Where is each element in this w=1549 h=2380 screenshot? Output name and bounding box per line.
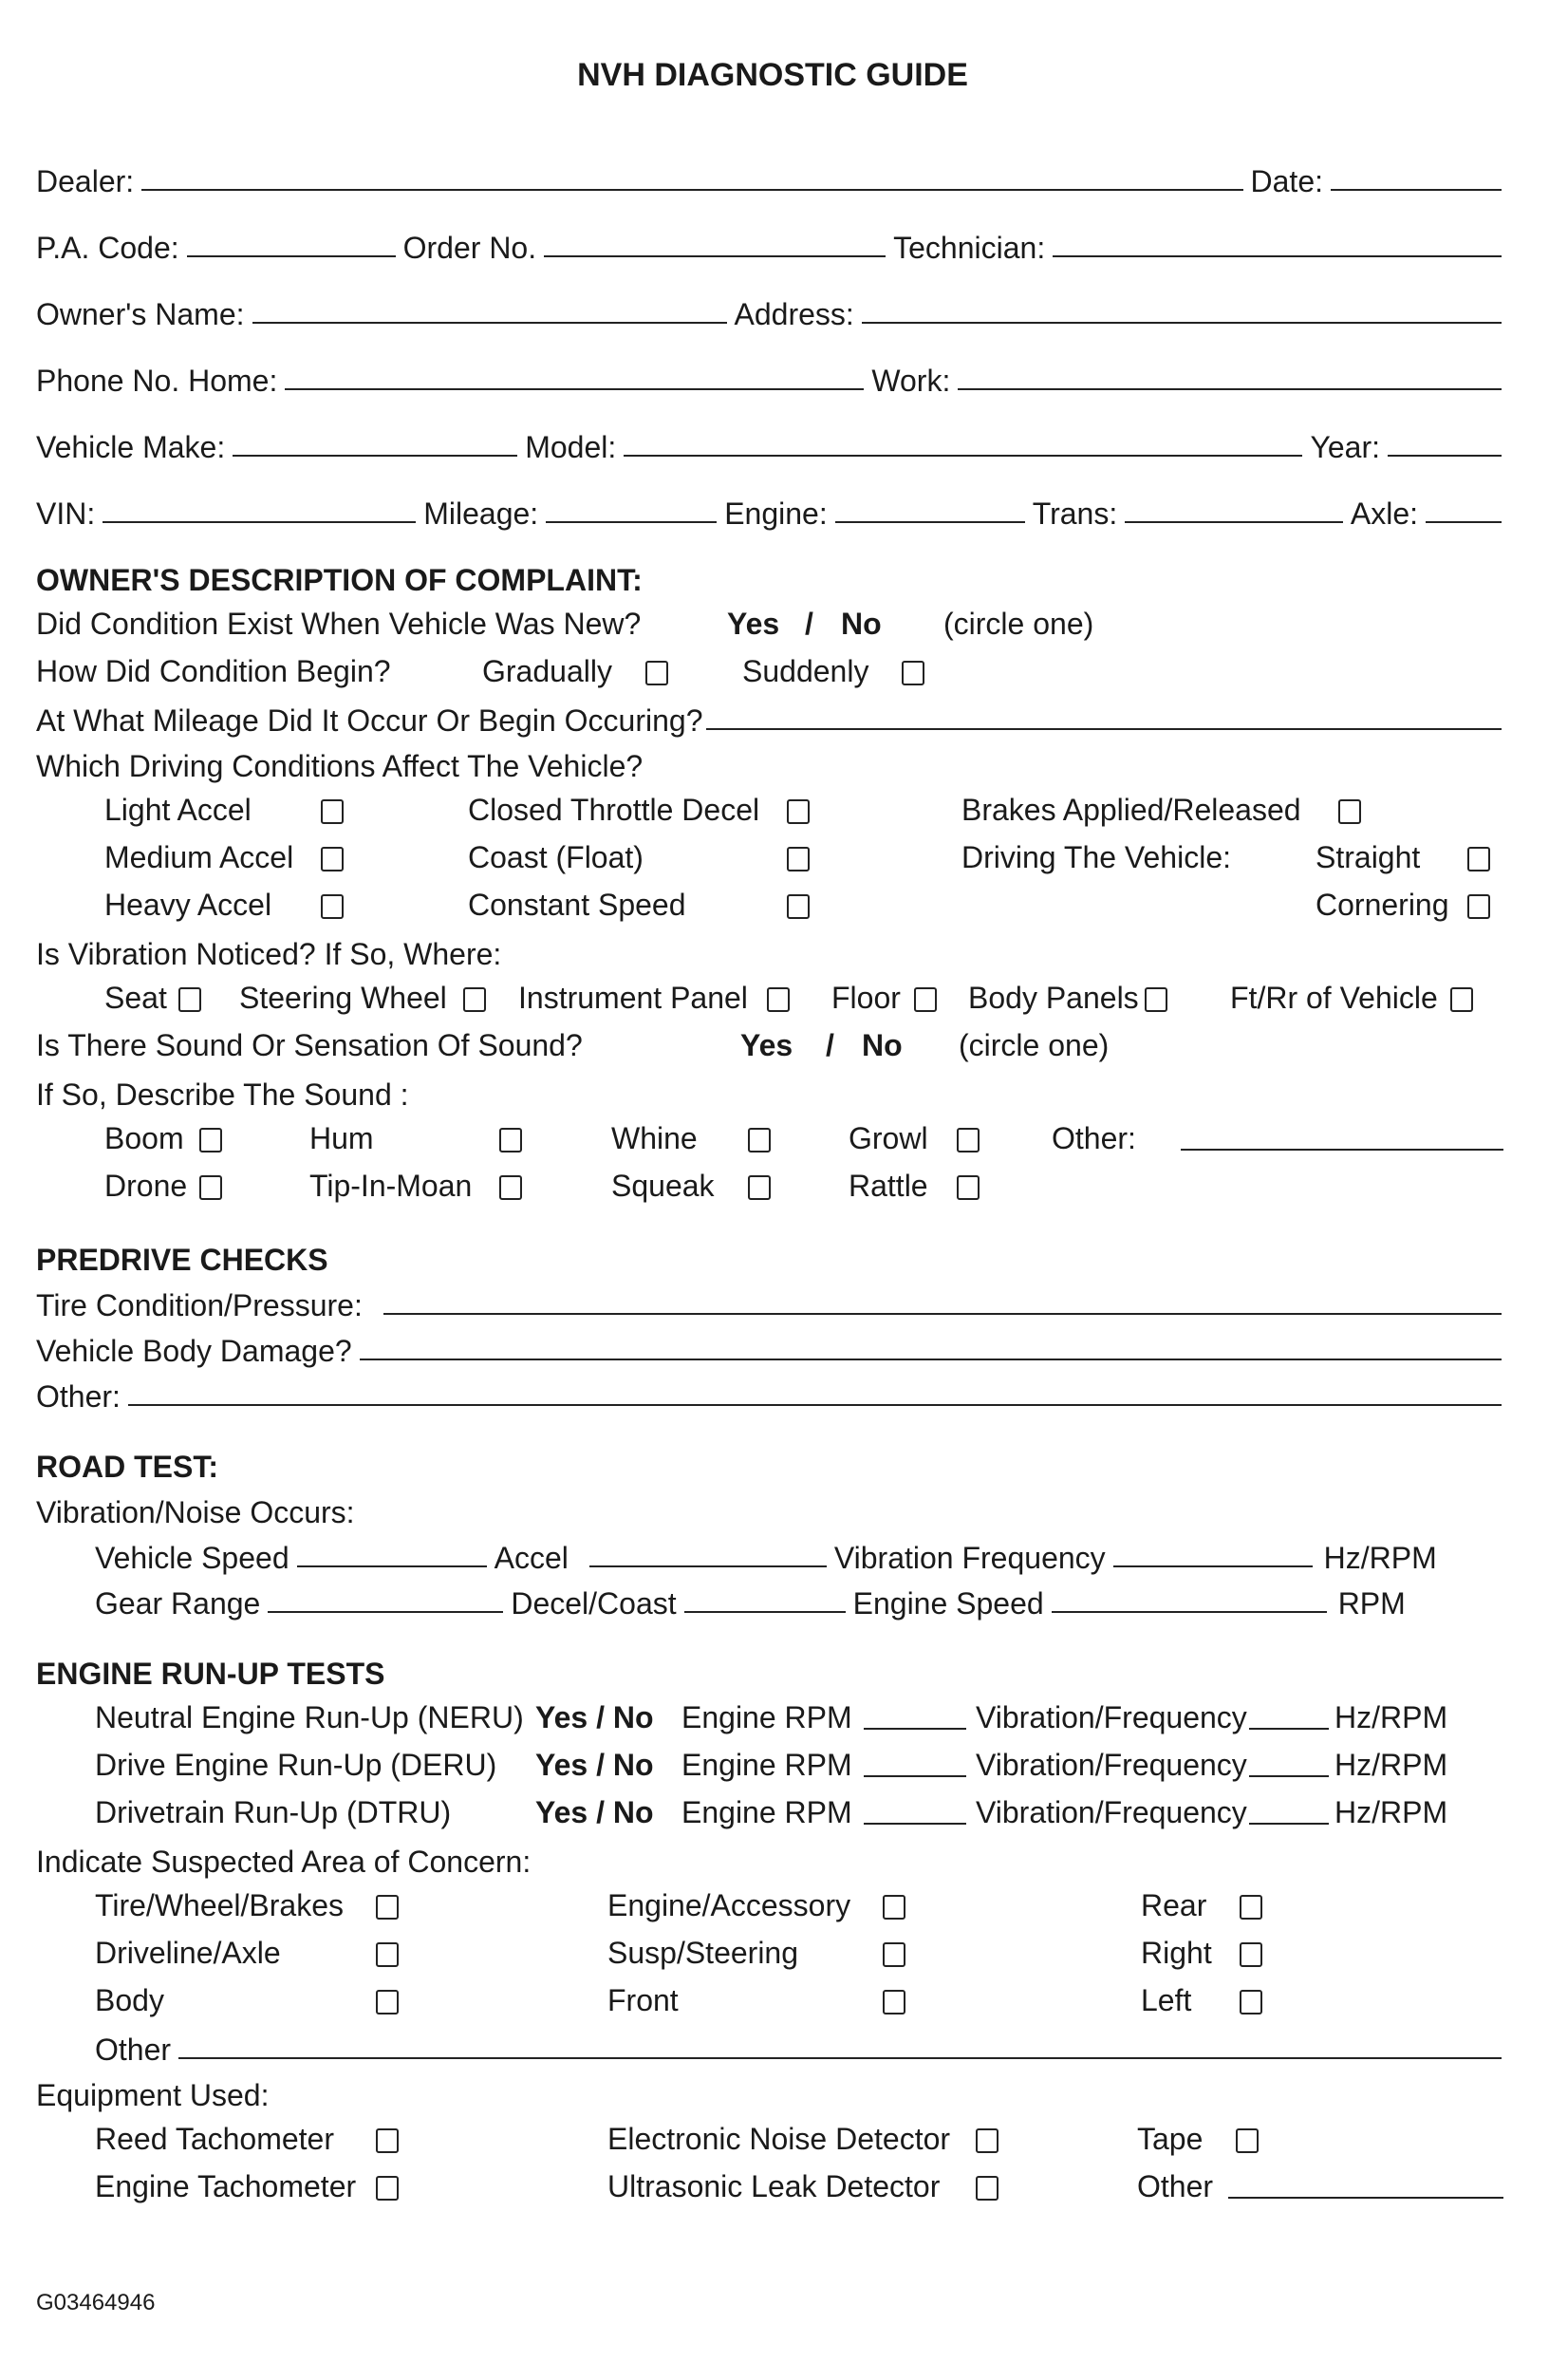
straight-label: Straight bbox=[1316, 840, 1421, 874]
steering-wheel-checkbox[interactable] bbox=[463, 987, 486, 1012]
hum-label: Hum bbox=[309, 1121, 374, 1155]
deru-hz-rpm-label: Hz/RPM bbox=[1334, 1748, 1448, 1782]
steering-wheel-label: Steering Wheel bbox=[239, 981, 447, 1015]
tire-wheel-checkbox[interactable] bbox=[376, 1895, 399, 1920]
address-label: Address: bbox=[734, 297, 854, 331]
predrive-other-field[interactable] bbox=[128, 1404, 1502, 1406]
whine-checkbox[interactable] bbox=[748, 1128, 771, 1153]
medium-accel-label: Medium Accel bbox=[104, 840, 294, 874]
work-field[interactable] bbox=[958, 388, 1502, 390]
pa-code-row bbox=[36, 220, 1509, 266]
axle-field[interactable] bbox=[1426, 521, 1502, 523]
left-label: Left bbox=[1141, 1983, 1192, 2017]
complaint-section bbox=[36, 553, 1509, 598]
sound-yes-option[interactable]: Yes bbox=[740, 1028, 793, 1062]
tip-in-moan-label: Tip-In-Moan bbox=[309, 1169, 473, 1203]
predrive-heading: PREDRIVE CHECKS bbox=[36, 1243, 328, 1277]
instrument-panel-checkbox[interactable] bbox=[767, 987, 790, 1012]
tire-field[interactable] bbox=[383, 1313, 1502, 1315]
engine-speed-label: Engine Speed bbox=[852, 1586, 1044, 1621]
hz-rpm-label: Hz/RPM bbox=[1323, 1541, 1437, 1575]
dealer-row bbox=[36, 154, 1509, 199]
brakes-checkbox[interactable] bbox=[1338, 799, 1361, 824]
deru-vib-freq-label: Vibration/Frequency bbox=[976, 1748, 1247, 1782]
date-label: Date: bbox=[1250, 164, 1323, 198]
concern-row-2 bbox=[36, 1927, 1509, 1975]
rpm-label: RPM bbox=[1337, 1586, 1406, 1621]
figure-code: G03464946 bbox=[36, 2290, 156, 2315]
date-field[interactable] bbox=[1331, 189, 1502, 191]
concern-other-row bbox=[36, 2022, 1509, 2068]
neru-row bbox=[36, 1692, 1509, 1739]
squeak-label: Squeak bbox=[611, 1169, 715, 1203]
floor-checkbox[interactable] bbox=[914, 987, 937, 1012]
equipment-heading: Equipment Used: bbox=[36, 2078, 270, 2112]
neru-vib-freq-field[interactable] bbox=[1249, 1728, 1329, 1730]
deru-label: Drive Engine Run-Up (DERU) bbox=[95, 1748, 497, 1782]
concern-row-1 bbox=[36, 1880, 1509, 1927]
body-label: Body bbox=[95, 1983, 164, 2017]
accel-field[interactable] bbox=[589, 1565, 827, 1567]
mileage-question-row bbox=[36, 693, 1509, 739]
coast-label: Coast (Float) bbox=[468, 840, 644, 874]
constant-speed-label: Constant Speed bbox=[468, 888, 686, 922]
rattle-checkbox[interactable] bbox=[957, 1175, 980, 1200]
vib-freq-field[interactable] bbox=[1113, 1565, 1313, 1567]
front-label: Front bbox=[607, 1983, 679, 2017]
body-damage-label: Vehicle Body Damage? bbox=[36, 1334, 352, 1368]
leak-detector-checkbox[interactable] bbox=[976, 2176, 998, 2201]
body-panels-label: Body Panels bbox=[968, 981, 1139, 1015]
right-label: Right bbox=[1141, 1936, 1212, 1970]
pa-code-field[interactable] bbox=[187, 255, 396, 257]
year-label: Year: bbox=[1310, 430, 1380, 464]
sound-other-field[interactable] bbox=[1181, 1149, 1503, 1151]
yes-option[interactable]: Yes bbox=[727, 607, 780, 641]
equipment-row-2 bbox=[36, 2161, 1509, 2208]
vehicle-speed-label: Vehicle Speed bbox=[95, 1541, 289, 1575]
predrive-other-row bbox=[36, 1369, 1509, 1415]
vibration-question-row bbox=[36, 927, 1509, 972]
tire-row bbox=[36, 1278, 1509, 1323]
runup-heading: ENGINE RUN-UP TESTS bbox=[36, 1657, 385, 1691]
cornering-checkbox[interactable] bbox=[1467, 894, 1490, 919]
mileage-label: Mileage: bbox=[423, 497, 539, 531]
tire-label: Tire Condition/Pressure: bbox=[36, 1288, 363, 1322]
cornering-label: Cornering bbox=[1316, 888, 1449, 922]
driveline-label: Driveline/Axle bbox=[95, 1936, 281, 1970]
growl-label: Growl bbox=[849, 1121, 928, 1155]
coast-checkbox[interactable] bbox=[787, 847, 810, 871]
vib-freq-label: Vibration Frequency bbox=[833, 1541, 1106, 1575]
vehicle-row bbox=[36, 420, 1509, 465]
deru-engine-rpm-field[interactable] bbox=[864, 1775, 966, 1777]
pa-code-label: P.A. Code: bbox=[36, 231, 179, 265]
concern-heading: Indicate Suspected Area of Concern: bbox=[36, 1845, 532, 1879]
dtru-hz-rpm-label: Hz/RPM bbox=[1334, 1795, 1448, 1829]
vin-row bbox=[36, 486, 1509, 532]
road-row-1 bbox=[36, 1530, 1509, 1576]
body-damage-field[interactable] bbox=[360, 1359, 1502, 1360]
whine-label: Whine bbox=[611, 1121, 698, 1155]
vehicle-speed-field[interactable] bbox=[297, 1565, 487, 1567]
rear-label: Rear bbox=[1141, 1888, 1207, 1922]
dtru-engine-rpm-label: Engine RPM bbox=[681, 1795, 852, 1829]
dealer-field[interactable] bbox=[141, 189, 1242, 191]
work-label: Work: bbox=[871, 364, 951, 398]
reed-tach-checkbox[interactable] bbox=[376, 2128, 399, 2153]
heavy-accel-checkbox[interactable] bbox=[321, 894, 344, 919]
dtru-label: Drivetrain Run-Up (DTRU) bbox=[95, 1795, 452, 1829]
rattle-label: Rattle bbox=[849, 1169, 928, 1203]
body-checkbox[interactable] bbox=[376, 1990, 399, 2015]
technician-field[interactable] bbox=[1053, 255, 1502, 257]
sound-slash: / bbox=[826, 1028, 834, 1062]
engine-label: Engine: bbox=[724, 497, 828, 531]
straight-checkbox[interactable] bbox=[1467, 847, 1490, 871]
light-accel-label: Light Accel bbox=[104, 793, 252, 827]
driving-row-3 bbox=[36, 879, 1509, 927]
neru-vib-freq-label: Vibration/Frequency bbox=[976, 1700, 1247, 1734]
q-vibration-label: Is Vibration Noticed? If So, Where: bbox=[36, 937, 502, 971]
slash: / bbox=[805, 607, 813, 641]
trans-label: Trans: bbox=[1032, 497, 1118, 531]
vehicle-make-field[interactable] bbox=[233, 455, 517, 457]
right-checkbox[interactable] bbox=[1240, 1942, 1262, 1967]
deru-yes-no[interactable]: Yes / No bbox=[535, 1748, 654, 1782]
dealer-label: Dealer: bbox=[36, 164, 135, 198]
driving-row-1 bbox=[36, 784, 1509, 832]
accel-label: Accel bbox=[494, 1541, 569, 1575]
vibration-location-row bbox=[36, 972, 1509, 1020]
ft-rr-label: Ft/Rr of Vehicle bbox=[1230, 981, 1438, 1015]
body-panels-checkbox[interactable] bbox=[1145, 987, 1167, 1012]
complaint-heading: OWNER'S DESCRIPTION OF COMPLAINT: bbox=[36, 563, 643, 597]
phone-home-field[interactable] bbox=[285, 388, 864, 390]
concern-row-3 bbox=[36, 1975, 1509, 2022]
engine-tach-label: Engine Tachometer bbox=[95, 2169, 357, 2203]
neru-engine-rpm-label: Engine RPM bbox=[681, 1700, 852, 1734]
body-damage-row bbox=[36, 1323, 1509, 1369]
brakes-label: Brakes Applied/Released bbox=[961, 793, 1301, 827]
suddenly-checkbox[interactable] bbox=[902, 661, 924, 685]
squeak-checkbox[interactable] bbox=[748, 1175, 771, 1200]
q-begin-label: How Did Condition Begin? bbox=[36, 654, 391, 688]
susp-checkbox[interactable] bbox=[883, 1942, 905, 1967]
decel-coast-label: Decel/Coast bbox=[511, 1586, 677, 1621]
neru-hz-rpm-label: Hz/RPM bbox=[1334, 1700, 1448, 1734]
decel-coast-field[interactable] bbox=[684, 1611, 846, 1613]
suddenly-label: Suddenly bbox=[742, 654, 869, 688]
q-mileage-label: At What Mileage Did It Occur Or Begin Occuring? bbox=[36, 703, 703, 738]
year-field[interactable] bbox=[1388, 455, 1502, 457]
trans-field[interactable] bbox=[1125, 521, 1343, 523]
reed-tach-label: Reed Tachometer bbox=[95, 2122, 334, 2156]
occur-mileage-field[interactable] bbox=[706, 728, 1502, 730]
order-no-field[interactable] bbox=[544, 255, 886, 257]
runup-section bbox=[36, 1646, 1509, 1692]
driving-vehicle-label: Driving The Vehicle: bbox=[961, 840, 1231, 874]
road-test-heading: ROAD TEST: bbox=[36, 1450, 218, 1484]
drone-checkbox[interactable] bbox=[199, 1175, 222, 1200]
vin-label: VIN: bbox=[36, 497, 96, 531]
q-new-label: Did Condition Exist When Vehicle Was New? bbox=[36, 607, 642, 641]
concern-other-label: Other bbox=[95, 2033, 172, 2067]
tape-label: Tape bbox=[1137, 2122, 1204, 2156]
susp-label: Susp/Steering bbox=[607, 1936, 799, 1970]
driving-question-row bbox=[36, 739, 1509, 784]
vin-field[interactable] bbox=[103, 521, 416, 523]
address-field[interactable] bbox=[862, 322, 1502, 324]
begin-row bbox=[36, 646, 1509, 693]
equipment-heading-row bbox=[36, 2068, 1509, 2113]
dtru-vib-freq-field[interactable] bbox=[1249, 1823, 1329, 1825]
noise-detector-label: Electronic Noise Detector bbox=[607, 2122, 951, 2156]
no-option[interactable]: No bbox=[841, 607, 882, 641]
leak-detector-label: Ultrasonic Leak Detector bbox=[607, 2169, 941, 2203]
road-row-2 bbox=[36, 1576, 1509, 1621]
tire-wheel-label: Tire/Wheel/Brakes bbox=[95, 1888, 344, 1922]
equipment-row-1 bbox=[36, 2113, 1509, 2161]
owners-name-label: Owner's Name: bbox=[36, 297, 245, 331]
seat-checkbox[interactable] bbox=[178, 987, 201, 1012]
boom-label: Boom bbox=[104, 1121, 184, 1155]
neru-yes-no[interactable]: Yes / No bbox=[535, 1700, 654, 1734]
neru-label: Neutral Engine Run-Up (NERU) bbox=[95, 1700, 524, 1734]
model-field[interactable] bbox=[624, 455, 1302, 457]
equipment-other-label: Other bbox=[1137, 2169, 1214, 2203]
dtru-yes-no[interactable]: Yes / No bbox=[535, 1795, 654, 1829]
closed-throttle-label: Closed Throttle Decel bbox=[468, 793, 760, 827]
sound-row-1 bbox=[36, 1113, 1509, 1160]
driveline-checkbox[interactable] bbox=[376, 1942, 399, 1967]
phone-row bbox=[36, 353, 1509, 399]
drone-label: Drone bbox=[104, 1169, 188, 1203]
order-no-label: Order No. bbox=[402, 231, 537, 265]
engine-field[interactable] bbox=[835, 521, 1025, 523]
sound-question-row bbox=[36, 1020, 1509, 1067]
vehicle-make-label: Vehicle Make: bbox=[36, 430, 226, 464]
road-test-section bbox=[36, 1439, 1509, 1485]
medium-accel-checkbox[interactable] bbox=[321, 847, 344, 871]
light-accel-checkbox[interactable] bbox=[321, 799, 344, 824]
predrive-section bbox=[36, 1232, 1509, 1278]
dtru-vib-freq-label: Vibration/Frequency bbox=[976, 1795, 1247, 1829]
sound-other-label: Other: bbox=[1052, 1121, 1136, 1155]
phone-home-label: Phone No. Home: bbox=[36, 364, 278, 398]
hum-checkbox[interactable] bbox=[499, 1128, 522, 1153]
front-checkbox[interactable] bbox=[883, 1990, 905, 2015]
axle-label: Axle: bbox=[1350, 497, 1418, 531]
owners-name-field[interactable] bbox=[252, 322, 727, 324]
gradually-label: Gradually bbox=[482, 654, 612, 688]
floor-label: Floor bbox=[831, 981, 901, 1015]
constant-speed-checkbox[interactable] bbox=[787, 894, 810, 919]
driving-row-2 bbox=[36, 832, 1509, 879]
page-title: NVH DIAGNOSTIC GUIDE bbox=[577, 57, 968, 93]
sound-circle-one-label: (circle one) bbox=[959, 1028, 1110, 1062]
deru-row bbox=[36, 1739, 1509, 1787]
engine-tach-checkbox[interactable] bbox=[376, 2176, 399, 2201]
heavy-accel-label: Heavy Accel bbox=[104, 888, 272, 922]
gear-range-label: Gear Range bbox=[95, 1586, 261, 1621]
rear-checkbox[interactable] bbox=[1240, 1895, 1262, 1920]
new-condition-row bbox=[36, 598, 1509, 646]
neru-engine-rpm-field[interactable] bbox=[864, 1728, 966, 1730]
predrive-other-label: Other: bbox=[36, 1379, 121, 1414]
deru-engine-rpm-label: Engine RPM bbox=[681, 1748, 852, 1782]
q-driving-label: Which Driving Conditions Affect The Vehicle? bbox=[36, 749, 644, 783]
boom-checkbox[interactable] bbox=[199, 1128, 222, 1153]
occurs-row bbox=[36, 1485, 1509, 1530]
technician-label: Technician: bbox=[893, 231, 1046, 265]
describe-sound-row bbox=[36, 1067, 1509, 1113]
engine-acc-checkbox[interactable] bbox=[883, 1895, 905, 1920]
deru-vib-freq-field[interactable] bbox=[1249, 1775, 1329, 1777]
sound-row-2 bbox=[36, 1160, 1509, 1208]
ft-rr-checkbox[interactable] bbox=[1450, 987, 1473, 1012]
engine-acc-label: Engine/Accessory bbox=[607, 1888, 851, 1922]
closed-throttle-checkbox[interactable] bbox=[787, 799, 810, 824]
gear-range-field[interactable] bbox=[268, 1611, 503, 1613]
left-checkbox[interactable] bbox=[1240, 1990, 1262, 2015]
equipment-other-field[interactable] bbox=[1228, 2197, 1503, 2199]
gradually-checkbox[interactable] bbox=[645, 661, 668, 685]
q-describe-label: If So, Describe The Sound : bbox=[36, 1078, 409, 1112]
dtru-engine-rpm-field[interactable] bbox=[864, 1823, 966, 1825]
mileage-field[interactable] bbox=[546, 521, 717, 523]
tip-in-moan-checkbox[interactable] bbox=[499, 1175, 522, 1200]
concern-other-field[interactable] bbox=[178, 2057, 1502, 2059]
engine-speed-field[interactable] bbox=[1052, 1611, 1327, 1613]
q-sound-label: Is There Sound Or Sensation Of Sound? bbox=[36, 1028, 583, 1062]
dtru-row bbox=[36, 1787, 1509, 1834]
model-label: Model: bbox=[525, 430, 617, 464]
owner-row bbox=[36, 287, 1509, 332]
growl-checkbox[interactable] bbox=[957, 1128, 980, 1153]
seat-label: Seat bbox=[104, 981, 167, 1015]
circle-one-label: (circle one) bbox=[943, 607, 1094, 641]
noise-detector-checkbox[interactable] bbox=[976, 2128, 998, 2153]
occurs-label: Vibration/Noise Occurs: bbox=[36, 1495, 355, 1529]
tape-checkbox[interactable] bbox=[1236, 2128, 1259, 2153]
sound-no-option[interactable]: No bbox=[862, 1028, 903, 1062]
instrument-panel-label: Instrument Panel bbox=[518, 981, 748, 1015]
concern-heading-row bbox=[36, 1834, 1509, 1880]
